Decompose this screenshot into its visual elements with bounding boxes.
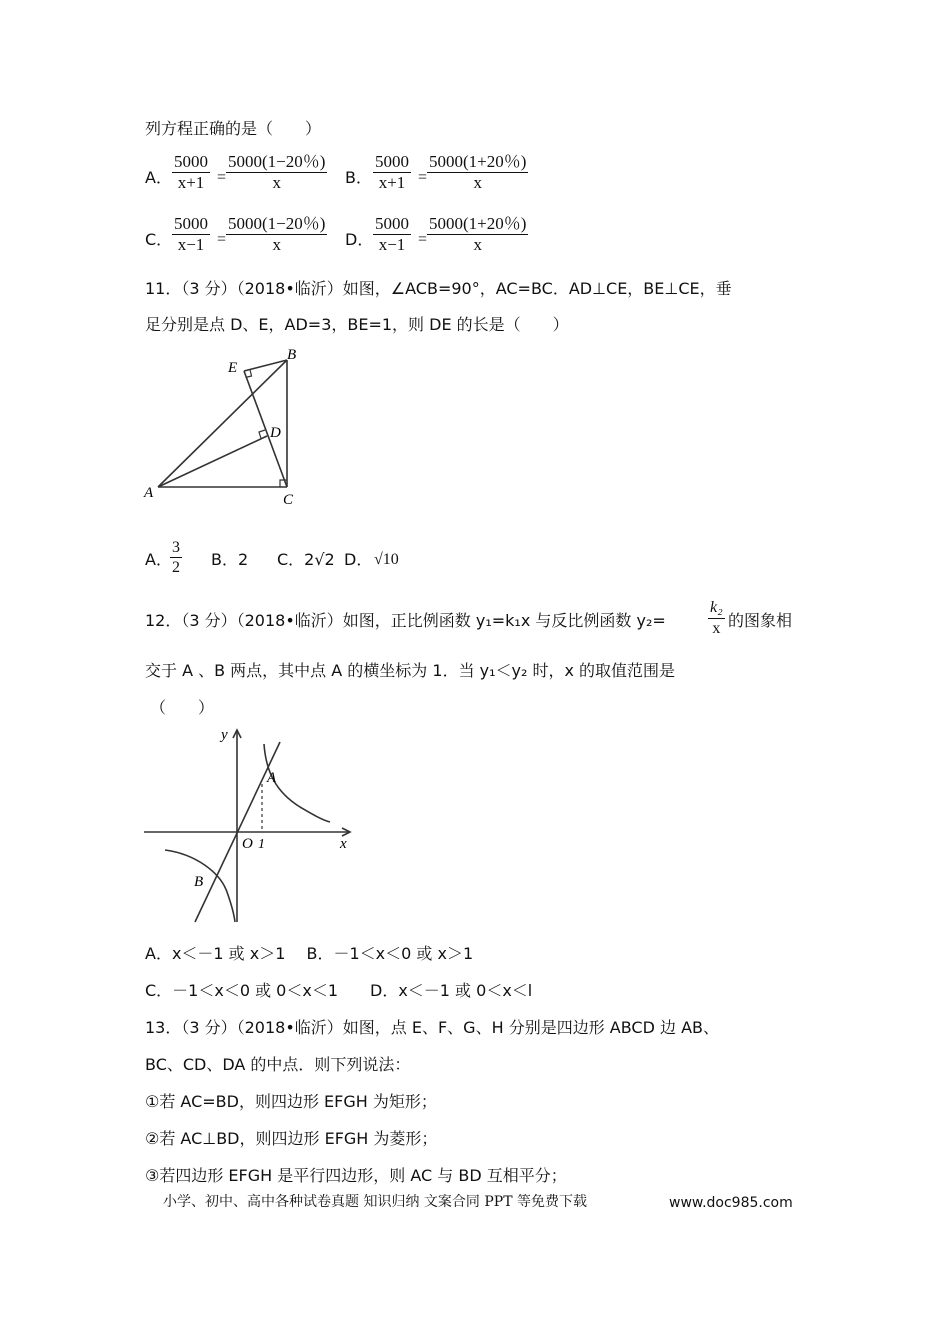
option-label: B． [345,168,372,187]
q12-stem-line1: 12．（3 分）（2018•临沂）如图，正比例函数 y₁=k₁x 与反比例函数 y₂= [145,611,666,630]
fraction: 5000(1+20％) x [429,152,527,192]
q13-stem-line1: 13．（3 分）（2018•临沂）如图，点 E、F、G、H 分别是四边形 ABCD 边 AB、 [145,1018,720,1037]
fraction: 5000 x+1 [174,152,208,192]
equals-sign: = [418,169,428,186]
label-a: A [267,770,277,786]
q13-item-3: ③若四边形 EFGH 是平行四边形，则 AC 与 BD 互相平分； [145,1166,567,1185]
q10-stem-tail: 列方程正确的是（ ） [145,119,322,138]
q13-stem-line2: BC、CD、DA 的中点．则下列说法： [145,1055,411,1074]
label-y: y [221,727,228,743]
fraction: 5000 x−1 [375,214,409,254]
q12-options-line1: A．x＜－1 或 x＞1 B．－1＜x＜0 或 x＞1 [145,944,474,963]
label-d: D [270,425,281,441]
label-o: O [242,836,253,852]
fraction: 5000 x+1 [375,152,409,192]
equals-sign: = [217,169,227,186]
label-b: B [194,874,204,890]
segment-ab [158,360,287,487]
label-b: B [287,347,297,363]
fraction: 5000 x−1 [174,214,208,254]
footer-url[interactable]: www.doc985.com [669,1195,793,1211]
q12-stem-line3: （ ） [150,698,215,717]
label-c: C [283,492,294,508]
equals-sign: = [418,231,428,248]
q13-item-1: ①若 AC=BD，则四边形 EFGH 为矩形； [145,1092,437,1111]
option-d-label: D． [344,550,373,569]
fraction: 5000(1−20％) x [228,152,326,192]
q12-stem-line1-tail: 的图象相 [728,611,793,630]
fraction-k2-over-x: k₂ x [710,599,723,637]
q12-stem-line2: 交于 A 、B 两点，其中点 A 的横坐标为 1．当 y₁＜y₂ 时，x 的取值范围是 [145,661,676,680]
equals-sign: = [217,231,227,248]
option-label: A． [145,168,172,187]
q12-function-graph [140,722,360,927]
label-a: A [144,485,154,501]
label-x: x [340,836,347,852]
fraction: 3 2 [172,539,180,576]
option-label: D． [345,230,374,249]
option-label: C． [145,230,173,249]
fraction: 5000(1−20％) x [228,214,326,254]
q13-item-2: ②若 AC⊥BD，则四边形 EFGH 为菱形； [145,1129,438,1148]
q11-stem-line1: 11．（3 分）（2018•临沂）如图，∠ACB=90°，AC=BC．AD⊥CE，BE⊥CE，垂 [145,279,732,298]
segment-ad [158,436,267,487]
option-b: B．2 [211,550,249,569]
footer-text: 小学、初中、高中各种试卷真题 知识归纳 文案合同 PPT 等免费下载 [163,1194,587,1210]
option-d: √10 [374,551,399,568]
label-one: 1 [258,837,265,852]
q12-options-line2: C．－1＜x＜0 或 0＜x＜1 D．x＜－1 或 0＜x＜l [145,981,533,1000]
q11-triangle-figure [140,340,310,510]
option-c: C．2√2 [277,550,335,569]
fraction: 5000(1+20％) x [429,214,527,254]
label-e: E [228,360,238,376]
option-a-label: A． [145,550,172,569]
q11-stem-line2: 足分别是点 D、E，AD=3，BE=1，则 DE 的长是（ ） [145,315,569,334]
